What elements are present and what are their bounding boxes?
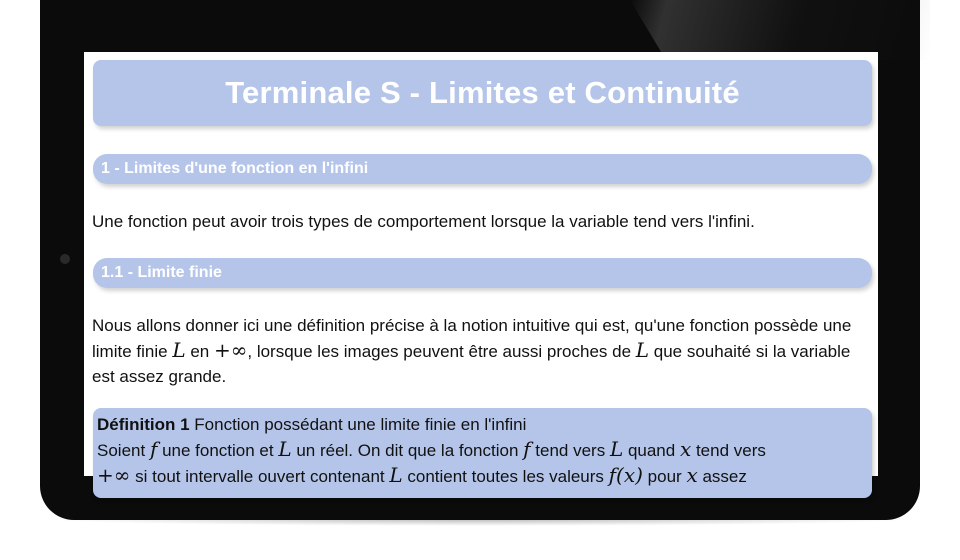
math-f: f (149, 437, 158, 461)
section-heading-1-label: 1 - Limites d'une fonction en l'infini (101, 160, 369, 177)
math-L: L (278, 437, 292, 461)
math-L: L (389, 463, 403, 487)
text-run: , lorsque les images peuvent être aussi proches de (247, 342, 636, 361)
text-run: que souhaité si la variable est assez grande. (92, 342, 851, 386)
text-run: tend vers (691, 441, 766, 460)
math-f-of-x: f(x) (608, 463, 643, 487)
math-L: L (609, 437, 624, 461)
text-run: en (185, 342, 214, 361)
definition-label: Définition 1 (97, 415, 190, 434)
camera-icon (60, 254, 70, 264)
math-f: f (523, 437, 531, 461)
definition-content (97, 412, 857, 489)
definition-title: Fonction possédant une limite finie en l'infini (189, 415, 527, 434)
text-run: quand (623, 441, 680, 460)
text-run: une fonction et (157, 441, 279, 460)
text-run: contient toutes les valeurs (402, 467, 609, 486)
section-1-1-paragraph (92, 313, 862, 389)
title-banner (93, 60, 872, 126)
math-x: x (686, 463, 698, 487)
document-viewport[interactable] (84, 52, 878, 487)
math-L: L (635, 338, 650, 362)
section-1-paragraph: Une fonction peut avoir trois types de comportement lorsque la variable tend vers l'infini. (92, 212, 755, 231)
text-run: tend vers (530, 441, 610, 460)
math-L: L (172, 338, 186, 362)
math-plus-infinity: +∞ (97, 463, 131, 487)
text-run: si tout intervalle ouvert contenant (130, 467, 390, 486)
text-run: un réel. On dit que la fonction (291, 441, 524, 460)
math-x: x (679, 437, 692, 461)
page-title: Terminale S - Limites et Continuité (225, 75, 740, 110)
text-run: pour (642, 467, 687, 486)
text-run: Soient (97, 441, 150, 460)
section-heading-1-1-label: 1.1 - Limite finie (101, 264, 222, 281)
text-run: assez (697, 467, 747, 486)
text-run: Nous allons donner ici une définition précise à la notion intuitive qui est, qu'une fonction possède une limite finie (92, 316, 852, 361)
section-heading-1-1 (93, 258, 872, 288)
section-heading-1 (93, 154, 872, 184)
math-plus-infinity: +∞ (213, 338, 248, 362)
definition-box (93, 408, 872, 498)
